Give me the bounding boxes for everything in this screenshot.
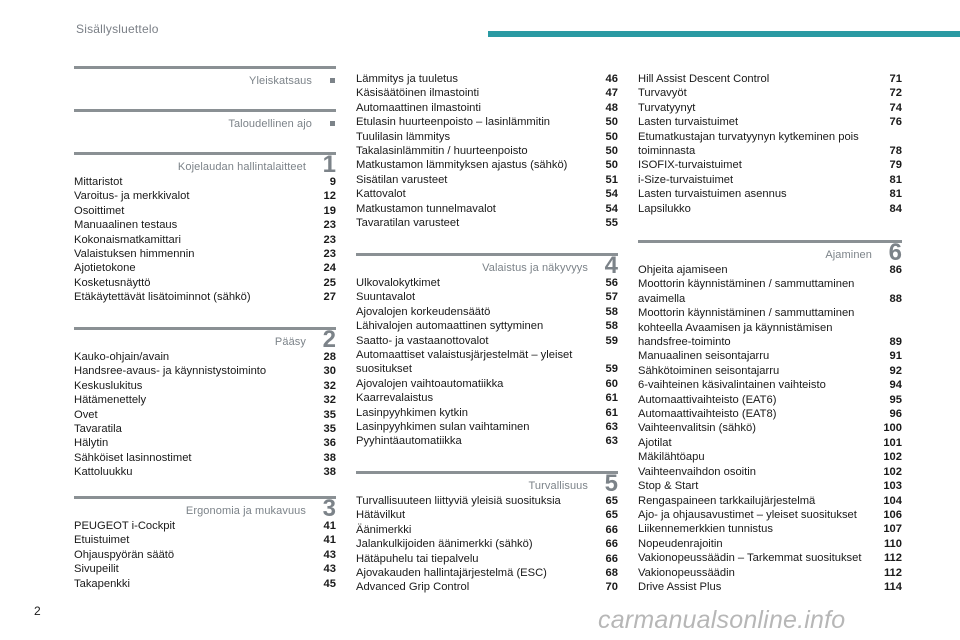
- toc-entry[interactable]: [638, 551, 902, 565]
- toc-entry-title: Lähivalojen automaattinen syttyminen: [356, 320, 544, 333]
- toc-entry[interactable]: [74, 175, 336, 189]
- toc-entry[interactable]: [356, 334, 618, 348]
- toc-entry[interactable]: [356, 377, 618, 391]
- toc-entry-title: Ajo- ja ohjausavustimet – yleiset suositukset: [638, 508, 857, 521]
- toc-entry-title: Jalankulkijoiden äänimerkki (sähkö): [356, 538, 533, 551]
- toc-entry-title: PEUGEOT i-Cockpit: [74, 520, 176, 532]
- toc-entry[interactable]: [638, 407, 902, 421]
- toc-entry-page: 60: [605, 377, 618, 390]
- toc-entry-title: Turvallisuuteen liittyviä yleisiä suosituksia: [356, 495, 561, 507]
- toc-entry-title: Lasten turvaistuimen asennus: [638, 188, 787, 201]
- toc-entry-title: Tavaratilan varusteet: [356, 217, 460, 230]
- section-header-yleiskatsaus[interactable]: [74, 66, 336, 95]
- toc-entry[interactable]: [74, 247, 336, 261]
- toc-entry-title: Rengaspaineen tarkkailujärjestelmä: [638, 494, 816, 507]
- toc-entry-page: 41: [323, 520, 336, 532]
- toc-entry-title: Saatto- ja vastaanottovalot: [356, 334, 489, 347]
- toc-entry-title: Turvatyynyt: [638, 101, 696, 114]
- toc-entry-page: 70: [605, 581, 618, 594]
- toc-entry[interactable]: [356, 216, 618, 230]
- toc-entry-title: Ohjeita ajamiseen: [638, 264, 728, 276]
- toc-entry-page: 66: [605, 523, 618, 536]
- toc-entry-page: 54: [605, 188, 618, 201]
- toc-entry[interactable]: [74, 204, 336, 218]
- toc-entry-title: Vaihteenvalitsin (sähkö): [638, 422, 756, 435]
- toc-entry-page: 51: [605, 173, 618, 186]
- toc-entry-page: 88: [889, 292, 902, 305]
- square-bullet-icon: [330, 121, 335, 126]
- toc-entry[interactable]: [356, 552, 618, 566]
- toc-entry[interactable]: [356, 420, 618, 434]
- toc-entry[interactable]: [74, 548, 336, 562]
- toc-entry-page: 50: [605, 116, 618, 129]
- toc-entry[interactable]: [74, 350, 336, 364]
- toc-entry[interactable]: [638, 450, 902, 464]
- toc-entry-title: Sähkötoiminen seisontajarru: [638, 364, 780, 377]
- toc-list: [356, 276, 618, 449]
- toc-entry[interactable]: [356, 566, 618, 580]
- toc-entry-page: 12: [323, 190, 336, 203]
- toc-entry[interactable]: [356, 144, 618, 158]
- toc-entry-page: 55: [605, 217, 618, 230]
- toc-entry-page: 30: [323, 365, 336, 378]
- toc-entry-page: 63: [605, 421, 618, 434]
- toc-entry[interactable]: [356, 523, 618, 537]
- toc-list: [74, 519, 336, 591]
- toc-entry[interactable]: [356, 187, 618, 201]
- toc-entry-title: Automaattivaihteisto (EAT6): [638, 393, 777, 406]
- toc-entry[interactable]: [638, 479, 902, 493]
- toc-entry-title: Sisätilan varusteet: [356, 173, 448, 186]
- toc-entry-page: 92: [889, 364, 902, 377]
- toc-entry-page: 81: [889, 173, 902, 186]
- toc-entry[interactable]: [638, 393, 902, 407]
- toc-entry-title: Kaarrevalaistus: [356, 392, 434, 405]
- toc-entry-title: Moottorin käynnistäminen / sammuttaminen kohteella Avaamisen ja käynnistämisen handsfree-toiminto: [638, 307, 855, 349]
- toc-entry[interactable]: [638, 421, 902, 435]
- toc-entry-page: 107: [883, 523, 902, 536]
- toc-entry[interactable]: [356, 173, 618, 187]
- toc-entry-page: 23: [323, 248, 336, 261]
- toc-entry-title: Etumatkustajan turvatyynyn kytkeminen pois toiminnasta: [638, 130, 859, 158]
- toc-entry[interactable]: [638, 364, 902, 378]
- toc-entry-title: Ajovalojen korkeudensäätö: [356, 305, 491, 318]
- toc-entry-page: 94: [889, 379, 902, 392]
- toc-entry-title: Matkustamon lämmityksen ajastus (sähkö): [356, 159, 568, 172]
- toc-entry-title: Tuulilasin lämmitys: [356, 130, 451, 143]
- toc-entry[interactable]: [638, 494, 902, 508]
- toc-entry-title: Lapsilukko: [638, 202, 691, 215]
- header-accent-bar: [488, 31, 960, 37]
- toc-entry-page: 96: [889, 408, 902, 421]
- toc-entry-page: 101: [883, 436, 902, 449]
- toc-entry-page: 104: [883, 494, 902, 507]
- section-number: 1: [322, 151, 336, 178]
- toc-entry[interactable]: [638, 158, 902, 172]
- toc-entry[interactable]: [74, 364, 336, 378]
- toc-entry-page: 50: [605, 159, 618, 172]
- toc-entry[interactable]: [74, 290, 336, 304]
- section-title: Ergonomia ja mukavuus: [185, 505, 306, 517]
- toc-entry[interactable]: [638, 349, 902, 363]
- toc-entry[interactable]: [356, 406, 618, 420]
- toc-entry-title: Kattovalot: [356, 188, 406, 201]
- toc-entry-title: Etäkäytettävät lisätoiminnot (sähkö): [74, 291, 251, 304]
- toc-entry[interactable]: [74, 379, 336, 393]
- toc-entry-page: 61: [605, 392, 618, 405]
- toc-entry-title: Kosketusnäyttö: [74, 276, 151, 289]
- toc-entry-title: Takapenkki: [74, 577, 130, 590]
- toc-entry-title: Moottorin käynnistäminen / sammuttaminen avaimella: [638, 278, 855, 305]
- toc-entry-title: Ajovakauden hallintajärjestelmä (ESC): [356, 567, 547, 580]
- toc-entry[interactable]: [356, 72, 618, 86]
- toc-entry-page: 59: [605, 363, 618, 376]
- toc-entry[interactable]: [356, 101, 618, 115]
- toc-entry-title: Drive Assist Plus: [638, 580, 722, 593]
- toc-entry[interactable]: [638, 101, 902, 115]
- toc-entry-title: Takalasinlämmitin / huurteenpoisto: [356, 145, 528, 158]
- toc-entry-title: Lasinpyyhkimen sulan vaihtaminen: [356, 421, 530, 434]
- toc-entry-title: Pyyhintäautomatiikka: [356, 435, 462, 448]
- toc-entry-page: 43: [323, 563, 336, 576]
- watermark: carmanualsonline.info: [598, 606, 846, 634]
- toc-entry-page: 72: [889, 87, 902, 100]
- toc-entry[interactable]: [74, 577, 336, 591]
- toc-entry[interactable]: [74, 422, 336, 436]
- toc-entry-title: Hälytin: [74, 437, 109, 450]
- toc-entry[interactable]: [356, 290, 618, 304]
- toc-entry[interactable]: [356, 202, 618, 216]
- toc-entry-page: 32: [323, 394, 336, 407]
- toc-entry[interactable]: [74, 408, 336, 422]
- toc-entry-title: Vaihteenvaihdon osoitin: [638, 465, 756, 478]
- toc-entry-title: Suuntavalot: [356, 291, 416, 304]
- toc-entry-title: ISOFIX-turvaistuimet: [638, 159, 742, 172]
- toc-entry-title: Sähköiset lasinnostimet: [74, 451, 192, 464]
- section-title: Valaistus ja näkyvyys: [482, 262, 588, 274]
- toc-entry-page: 48: [605, 101, 618, 114]
- page-header-title: Sisällysluettelo: [76, 22, 159, 36]
- toc-entry[interactable]: [356, 348, 618, 377]
- section-header-taloudellinen[interactable]: [74, 109, 336, 138]
- toc-entry-page: 58: [605, 320, 618, 333]
- toc-entry-page: 106: [883, 508, 902, 521]
- section-number: 3: [322, 495, 336, 522]
- toc-entry-title: Matkustamon tunnelmavalot: [356, 202, 496, 215]
- toc-entry-page: 76: [889, 116, 902, 129]
- toc-entry[interactable]: [356, 391, 618, 405]
- toc-entry-page: 79: [889, 159, 902, 172]
- toc-entry-page: 47: [605, 87, 618, 100]
- section-title: Ajaminen: [825, 249, 872, 261]
- toc-entry-page: 71: [889, 73, 902, 85]
- toc-entry-page: 66: [605, 552, 618, 565]
- page-number: 2: [34, 604, 41, 618]
- toc-entry-page: 78: [889, 145, 902, 158]
- toc-entry[interactable]: [638, 580, 902, 594]
- toc-entry-page: 58: [605, 305, 618, 318]
- toc-list: [356, 494, 618, 595]
- toc-entry[interactable]: [638, 522, 902, 536]
- toc-entry-title: Manuaalinen testaus: [74, 219, 178, 232]
- toc-entry-title: Lasten turvaistuimet: [638, 116, 739, 129]
- toc-entry-title: Automaattinen ilmastointi: [356, 101, 481, 114]
- toc-entry-title: Keskuslukitus: [74, 379, 143, 392]
- toc-list: [638, 263, 902, 594]
- toc-entry-title: Kauko-ohjain/avain: [74, 351, 170, 363]
- toc-entry-title: Lasinpyyhkimen kytkin: [356, 406, 468, 419]
- toc-entry[interactable]: [638, 115, 902, 129]
- toc-entry[interactable]: [638, 187, 902, 201]
- toc-entry[interactable]: [74, 218, 336, 232]
- toc-entry[interactable]: [74, 465, 336, 479]
- toc-entry-page: 43: [323, 548, 336, 561]
- toc-entry[interactable]: [356, 494, 618, 508]
- toc-entry-title: Kattoluukku: [74, 466, 133, 479]
- toc-entry-page: 74: [889, 101, 902, 114]
- toc-entry-page: 57: [605, 291, 618, 304]
- toc-entry-page: 23: [323, 219, 336, 232]
- toc-entry[interactable]: [638, 202, 902, 216]
- section-number: 6: [888, 239, 902, 266]
- toc-list: [356, 72, 618, 230]
- toc-entry-title: Manuaalinen seisontajarru: [638, 350, 770, 363]
- toc-entry-title: i-Size-turvaistuimet: [638, 173, 734, 186]
- toc-entry-page: 19: [323, 204, 336, 217]
- toc-entry-title: Ovet: [74, 408, 98, 421]
- toc-entry-title: Turvavyöt: [638, 87, 687, 100]
- toc-entry-page: 100: [883, 422, 902, 435]
- section-title: Taloudellinen ajo: [228, 118, 312, 130]
- toc-entry-title: Kokonaismatkamittari: [74, 233, 181, 246]
- toc-entry-title: Hätävilkut: [356, 509, 406, 522]
- toc-entry-page: 91: [889, 350, 902, 363]
- toc-entry-page: 81: [889, 188, 902, 201]
- toc-entry-page: 103: [883, 480, 902, 493]
- toc-entry-title: Mittaristot: [74, 176, 123, 188]
- toc-entry[interactable]: [74, 261, 336, 275]
- toc-entry-title: Tavaratila: [74, 423, 122, 436]
- toc-list: [74, 175, 336, 305]
- toc-entry-page: 59: [605, 334, 618, 347]
- toc-entry-page: 102: [883, 451, 902, 464]
- toc-entry-page: 68: [605, 567, 618, 580]
- toc-entry[interactable]: [356, 158, 618, 172]
- toc-entry[interactable]: [356, 276, 618, 290]
- toc-entry-title: Varoitus- ja merkkivalot: [74, 190, 190, 203]
- toc-entry[interactable]: [356, 508, 618, 522]
- toc-entry-title: Lämmitys ja tuuletus: [356, 73, 458, 85]
- toc-entry-page: 61: [605, 406, 618, 419]
- toc-entry[interactable]: [356, 434, 618, 448]
- toc-entry[interactable]: [638, 86, 902, 100]
- toc-entry-page: 56: [605, 277, 618, 289]
- toc-entry-page: 84: [889, 202, 902, 215]
- toc-list: [74, 350, 336, 480]
- toc-entry-page: 89: [889, 336, 902, 349]
- toc-entry-title: Vakionopeussäädin: [638, 566, 735, 579]
- toc-entry-page: 24: [323, 262, 336, 275]
- toc-entry[interactable]: [638, 72, 902, 86]
- section-number: 5: [604, 470, 618, 497]
- toc-entry[interactable]: [638, 173, 902, 187]
- toc-entry-title: Nopeudenrajoitin: [638, 537, 723, 550]
- toc-entry[interactable]: [356, 537, 618, 551]
- toc-entry-title: Mäkilähtöapu: [638, 451, 705, 464]
- toc-entry[interactable]: [638, 130, 902, 159]
- toc-entry-page: 45: [323, 577, 336, 590]
- toc-entry-page: 95: [889, 393, 902, 406]
- section-title: Kojelaudan hallintalaitteet: [177, 161, 306, 173]
- toc-entry-page: 36: [323, 437, 336, 450]
- toc-entry-page: 54: [605, 202, 618, 215]
- toc-entry-page: 27: [323, 291, 336, 304]
- toc-entry-title: Automaattiset valaistusjärjestelmät – yleiset suositukset: [356, 349, 573, 376]
- square-bullet-icon: [330, 78, 335, 83]
- toc-entry-title: Etuistuimet: [74, 534, 130, 547]
- toc-entry[interactable]: [356, 130, 618, 144]
- toc-entry-page: 110: [883, 537, 902, 550]
- toc-entry[interactable]: [638, 465, 902, 479]
- toc-entry-page: 38: [323, 451, 336, 464]
- toc-entry-page: 114: [883, 580, 902, 593]
- toc-entry-title: Stop & Start: [638, 480, 699, 493]
- toc-entry-page: 46: [605, 73, 618, 85]
- toc-entry[interactable]: [74, 562, 336, 576]
- toc-entry-title: Etulasin huurteenpoisto – lasinlämmitin: [356, 116, 551, 129]
- toc-entry-page: 112: [883, 566, 902, 579]
- section-title: Pääsy: [274, 336, 306, 348]
- toc-entry-title: Hill Assist Descent Control: [638, 73, 770, 85]
- toc-entry[interactable]: [74, 233, 336, 247]
- toc-entry-page: 66: [605, 538, 618, 551]
- toc-entry-page: 23: [323, 233, 336, 246]
- toc-entry-page: 32: [323, 379, 336, 392]
- toc-entry-title: Vakionopeussäädin – Tarkemmat suositukset: [638, 552, 862, 565]
- toc-entry[interactable]: [356, 115, 618, 129]
- section-number: 2: [322, 326, 336, 353]
- toc-entry[interactable]: [638, 537, 902, 551]
- toc-entry-title: Automaattivaihteisto (EAT8): [638, 408, 777, 421]
- toc-entry[interactable]: [356, 305, 618, 319]
- toc-entry[interactable]: [356, 580, 618, 594]
- section-title: Turvallisuus: [528, 480, 588, 492]
- toc-entry-page: 65: [605, 495, 618, 507]
- toc-entry[interactable]: [638, 277, 902, 306]
- toc-entry[interactable]: [638, 306, 902, 349]
- toc-list: [638, 72, 902, 216]
- section-title: Yleiskatsaus: [249, 75, 312, 87]
- toc-entry-page: 63: [605, 435, 618, 448]
- toc-entry-page: 28: [323, 351, 336, 363]
- toc-entry-page: 50: [605, 145, 618, 158]
- toc-entry[interactable]: [638, 436, 902, 450]
- toc-entry-title: Ajovalojen vaihtoautomatiikka: [356, 377, 504, 390]
- toc-entry-title: Hätämenettely: [74, 394, 147, 407]
- toc-entry[interactable]: [74, 189, 336, 203]
- toc-entry-page: 35: [323, 423, 336, 436]
- toc-entry[interactable]: [638, 566, 902, 580]
- toc-entry[interactable]: [74, 393, 336, 407]
- toc-entry[interactable]: [74, 436, 336, 450]
- toc-entry-title: Ohjauspyörän säätö: [74, 548, 175, 561]
- toc-entry-page: 41: [323, 534, 336, 547]
- toc-entry-page: 38: [323, 466, 336, 479]
- toc-entry-title: Sivupeilit: [74, 563, 119, 576]
- toc-entry-title: Liikennemerkkien tunnistus: [638, 523, 773, 536]
- toc-entry-page: 112: [883, 552, 902, 565]
- toc-entry[interactable]: [638, 378, 902, 392]
- toc-entry-title: Ajotilat: [638, 436, 672, 449]
- toc-entry-page: 102: [883, 465, 902, 478]
- toc-entry-page: 9: [329, 176, 336, 188]
- toc-entry-page: 35: [323, 408, 336, 421]
- toc-entry[interactable]: [356, 319, 618, 333]
- toc-entry[interactable]: [74, 451, 336, 465]
- toc-entry-page: 65: [605, 509, 618, 522]
- toc-entry-title: Käsisäätöinen ilmastointi: [356, 87, 480, 100]
- toc-entry-title: Ajotietokone: [74, 262, 136, 275]
- toc-entry-title: Handsree-avaus- ja käynnistystoiminto: [74, 365, 267, 378]
- toc-entry-title: Äänimerkki: [356, 523, 412, 536]
- toc-entry[interactable]: [356, 86, 618, 100]
- section-number: 4: [604, 252, 618, 279]
- toc-entry-title: Hätäpuhelu tai tiepalvelu: [356, 552, 479, 565]
- toc-entry[interactable]: [74, 519, 336, 533]
- toc-entry[interactable]: [638, 263, 902, 277]
- toc-entry[interactable]: [638, 508, 902, 522]
- toc-entry-title: 6-vaihteinen käsivalintainen vaihteisto: [638, 379, 826, 392]
- toc-entry-title: Valaistuksen himmennin: [74, 248, 195, 261]
- toc-entry-page: 86: [889, 264, 902, 276]
- toc-entry[interactable]: [74, 533, 336, 547]
- toc-entry-page: 25: [323, 276, 336, 289]
- toc-entry-title: Osoittimet: [74, 204, 125, 217]
- toc-entry-page: 50: [605, 130, 618, 143]
- toc-entry-title: Advanced Grip Control: [356, 581, 470, 594]
- toc-entry-title: Ulkovalokytkimet: [356, 277, 440, 289]
- toc-entry[interactable]: [74, 276, 336, 290]
